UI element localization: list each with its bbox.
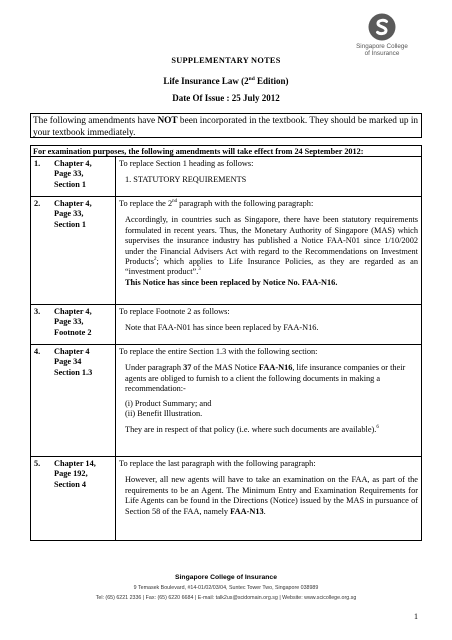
row-intro: To replace the last paragraph with the following paragraph: [119,459,316,468]
paragraph-bold-note: This Notice has since been replaced by Notice No. FAA-N16. [125,277,338,287]
row-location [51,157,116,197]
row-paragraph [119,475,418,517]
row-content [116,457,422,541]
paragraph-end: . [263,506,266,516]
intro-superscript: nd [172,199,178,205]
document-heading: SUPPLEMENTARY NOTES [171,56,281,65]
footnote-ref: 2 [154,257,157,263]
intro-post: paragraph with the following paragraph: [177,199,314,208]
list-item: (i) Product Summary; and [125,398,212,408]
row-intro: To replace the entire Section 1.3 with the following section: [119,347,318,356]
location-page: Page 33, [54,169,84,179]
row-content [116,305,422,345]
row-paragraph [119,425,418,435]
sci-logo-icon [367,12,397,42]
footer-organization: Singapore College of Insurance [175,574,277,581]
paragraph-text: Under paragraph [125,363,184,373]
row-intro: To replace Footnote 2 as follows: [119,307,230,316]
row-number: 4. [31,345,52,457]
row-location [51,305,116,345]
location-chapter: Chapter 4 [54,347,90,356]
paragraph-text: However, all new agents will have to take an examination on the FAA, as part of the requirements to be an Agent. The Minimum Entry and Examination Requirements for Life Agents can be found in the Directions (Notice) issued by the MAS in pursuance of Section 58 of the FAA, namely [125,475,418,516]
exam-effective-line: For examination purposes, the following amendments will take effect from 24 September 2012: [30,145,422,157]
location-chapter: Chapter 4, [54,307,92,316]
paragraph-text: Accordingly, in countries such as Singapore, there have been statutory requirements formulated in recent years. Thus, the Monetary Authority of Singapore (MAS) which supervises the insurance industry has published a Notice FAA-N01 since 1/10/2002 under the Financial Advisers Act with regard to the Recommendations on Investment Products [125,215,418,267]
table-row [31,457,422,541]
row-intro [119,199,418,209]
location-page: Page 192, [54,469,88,479]
location-page: Page 34 [54,357,82,367]
location-footnote: Footnote 2 [54,327,92,337]
row-text: Note that FAA-N01 has since been replaced by FAA-N16. [125,323,319,333]
logo-line-1: Singapore College [356,43,408,50]
paragraph-text: , life insurance companies or their agents are obliged to furnish to a client the following documents in making a recommendation:- [125,363,406,394]
row-number: 3. [31,305,52,345]
row-number: 2. [31,197,52,305]
logo-line-2: of Insurance [364,50,400,57]
footnote-ref: 6 [376,425,379,431]
paragraph-bold: 37 [183,363,192,373]
table-row [31,305,422,345]
title-main: Life Insurance Law (2 [163,76,249,86]
row-content [116,157,422,197]
paragraph-text: They are in respect of that policy (i.e. where such documents are available). [125,425,377,435]
paragraph-bold: FAA-N13 [230,506,264,516]
intro-pre: To replace the 2 [119,199,173,208]
location-section: Section 1.3 [54,367,93,377]
paragraph-bold: FAA-N16 [258,363,293,373]
table-row [31,197,422,305]
row-intro: To replace Section 1 heading as follows: [119,159,254,168]
table-row [31,345,422,457]
page-number: 1 [414,612,418,621]
row-paragraph [119,363,418,394]
location-section: Section 4 [54,479,87,489]
list-item: (ii) Benefit Illustration. [125,409,203,419]
footnote-ref: 3 [198,267,201,273]
notice-post: been incorporated in the textbook. They should be marked up in your textbook immediately. [33,116,419,138]
title-superscript: nd [248,76,255,82]
notice-pre: The following amendments have [33,116,158,126]
row-location [51,197,116,305]
amendments-table [30,156,422,541]
row-number: 1. [31,157,52,197]
paragraph-text: of the MAS Notice [191,363,259,373]
table-row [31,157,422,197]
notice-box [30,113,422,138]
location-section: Section 1 [54,219,87,229]
location-section: Section 1 [54,179,87,189]
location-page: Page 33, [54,209,84,219]
title-end: Edition) [254,76,289,86]
row-number: 5. [31,457,52,541]
issue-date: Date Of Issue : 25 July 2012 [172,93,280,103]
paragraph-text-cont: ; which applies to Life Insurance Policies, as they are regarded as an “investment product”. [125,257,418,277]
location-page: Page 33, [54,317,84,327]
footer-contact: Tel: (65) 6221 2336 | Fax: (65) 6220 6684 | E-mail: talk2us@scidomain.org.sg | Website: www.scicollege.org.sg [95,595,357,601]
row-text: 1. STATUTORY REQUIREMENTS [125,175,247,185]
location-chapter: Chapter 14, [54,459,96,468]
document-list [125,399,418,420]
row-paragraph [119,215,418,288]
row-content [116,345,422,457]
document-title [0,76,452,86]
notice-emphasis: NOT [157,116,178,126]
row-content [116,197,422,305]
row-location [51,457,116,541]
location-chapter: Chapter 4, [54,199,92,208]
sci-logo [332,12,432,57]
location-chapter: Chapter 4, [54,159,92,168]
row-location [51,345,116,457]
footer-address: 9 Temasek Boulevard, #14-01/02/03/04, Suntec Tower Two, Singapore 038989 [133,585,319,591]
